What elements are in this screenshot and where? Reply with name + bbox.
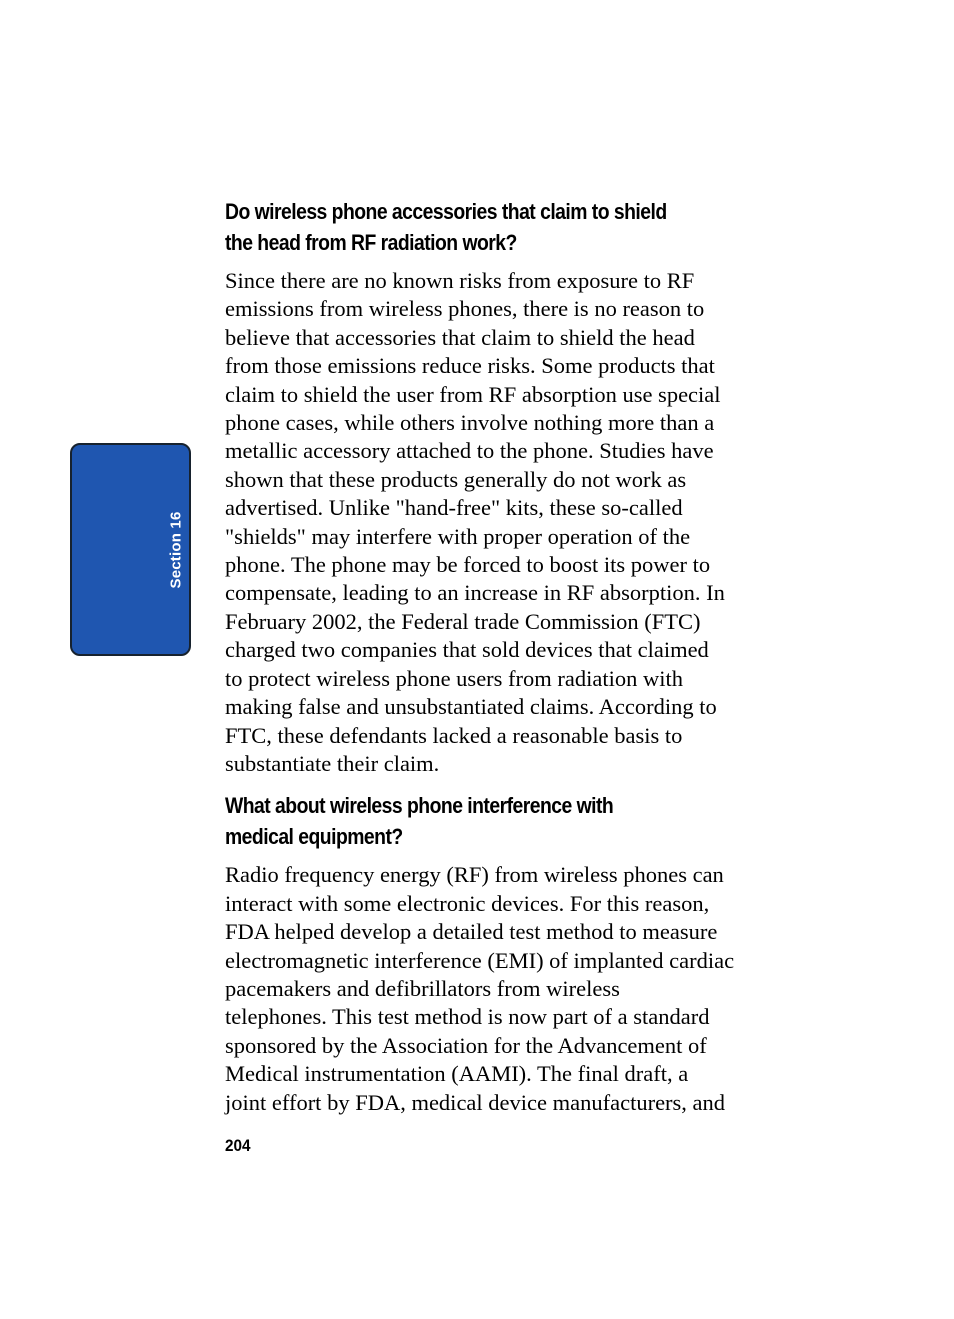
text-line: compensate, leading to an increase in RF absorption. In <box>225 580 725 606</box>
text-line: believe that accessories that claim to shield the head <box>225 324 695 350</box>
text-line: sponsored by the Association for the Advancement of <box>225 1032 707 1058</box>
text-line: joint effort by FDA, medical device manufacturers, and <box>225 1089 726 1115</box>
text-line: telephones. This test method is now part of a standard <box>225 1004 710 1030</box>
heading-shield-accessories <box>225 196 753 258</box>
text-line: shown that these products generally do not work as <box>225 466 687 492</box>
text-line: February 2002, the Federal trade Commission (FTC) <box>225 608 701 634</box>
text-line: FTC, these defendants lacked a reasonable basis to <box>225 722 683 748</box>
text-line: advertised. Unlike "hand-free" kits, these so-called <box>225 495 683 521</box>
text-line: interact with some electronic devices. For this reason, <box>225 890 710 916</box>
paragraph-shield-accessories <box>225 267 797 778</box>
heading-line: the head from RF radiation work? <box>225 230 517 255</box>
text-line: making false and unsubstantiated claims. According to <box>225 694 717 720</box>
text-line: from those emissions reduce risks. Some products that <box>225 353 715 379</box>
section-tab-label: Section 16 <box>167 511 185 589</box>
text-line: pacemakers and defibrillators from wireless <box>225 975 620 1001</box>
heading-line: Do wireless phone accessories that claim to shield <box>225 199 667 224</box>
text-line: charged two companies that sold devices that claimed <box>225 637 709 663</box>
text-line: emissions from wireless phones, there is no reason to <box>225 296 705 322</box>
heading-line: medical equipment? <box>225 824 403 850</box>
text-line: Medical instrumentation (AAMI). The final draft, a <box>225 1061 689 1087</box>
text-line: Radio frequency energy (RF) from wireless phones can <box>225 862 724 888</box>
text-line: Since there are no known risks from exposure to RF <box>225 268 695 293</box>
text-line: "shields" may interfere with proper operation of the <box>225 523 691 549</box>
text-line: metallic accessory attached to the phone. Studies have <box>225 438 714 464</box>
text-line: claim to shield the user from RF absorption use special <box>225 381 721 407</box>
text-line: to protect wireless phone users from radiation with <box>225 665 684 691</box>
text-line: phone cases, while others involve nothing more than a <box>225 410 715 436</box>
text-line: electromagnetic interference (EMI) of implanted cardiac <box>225 947 735 973</box>
page-content <box>225 196 797 1117</box>
text-line: substantiate their claim. <box>225 750 440 776</box>
text-line: phone. The phone may be forced to boost its power to <box>225 552 711 578</box>
paragraph-medical-interference <box>225 861 797 1117</box>
text-line: FDA helped develop a detailed test method to measure <box>225 919 718 945</box>
heading-line: What about wireless phone interference with <box>225 793 614 819</box>
heading-medical-interference <box>225 790 753 852</box>
page-number: 204 <box>225 1136 251 1155</box>
